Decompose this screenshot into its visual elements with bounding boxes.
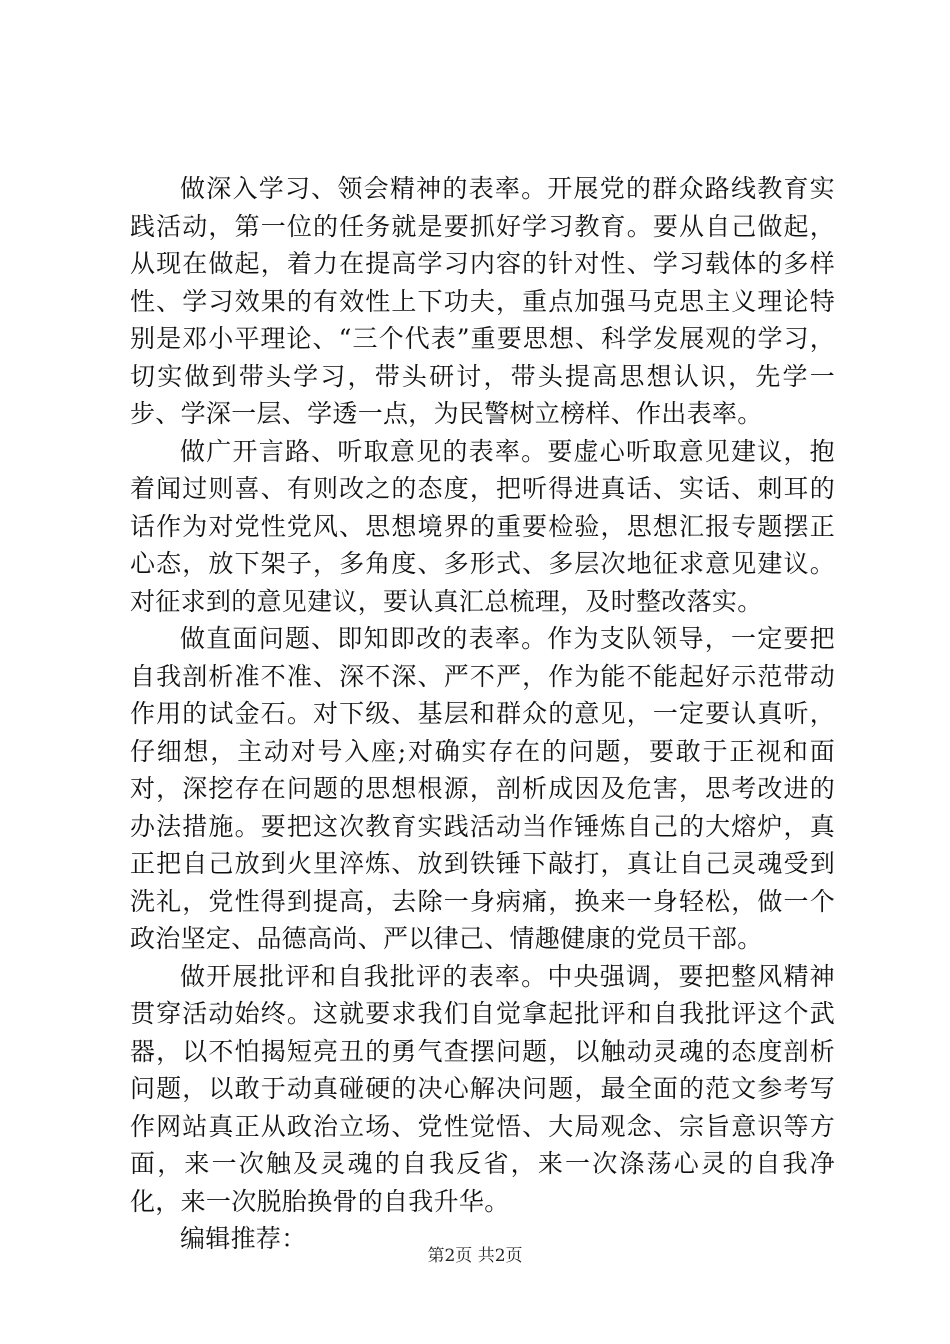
paragraph-study: 做深入学习、领会精神的表率。开展党的群众路线教育实践活动，第一位的任务就是要抓好学习教育。要从自己做起，从现在做起，着力在提高学习内容的针对性、学习载体的多样性、学习效果的有效性上下功夫，重点加强马克思主义理论特别是邓小平理论、“三个代表”重要思想、科学发展观的学习，切实做到带头学习，带头研讨，带头提高思想认识，先学一步、学深一层、学透一点，为民警树立榜样、作出表率。 [130,174,835,428]
paragraph-face-problems: 做直面问题、即知即改的表率。作为支队领导，一定要把自我剖析准不准、深不深、严不严，作为能不能起好示范带动作用的试金石。对下级、基层和群众的意见，一定要认真听，仔细想，主动对号入座;对确实存在的问题，要敢于正视和面对，深挖存在问题的思想根源，剖析成因及危害，思考改进的办法措施。要把这次教育实践活动当作锤炼自己的大熔炉，真正把自己放到火里淬炼、放到铁锤下敲打，真让自己灵魂受到洗礼，党性得到提高，去除一身病痛，换来一身轻松，做一个政治坚定、品德高尚、严以律己、情趣健康的党员干部。 [130,624,835,953]
page-number-footer: 第2页 共2页 [427,1246,523,1266]
paragraph-listen: 做广开言路、听取意见的表率。要虚心听取意见建议，抱着闻过则喜、有则改之的态度，把听得进真话、实话、刺耳的话作为对党性党风、思想境界的重要检验，思想汇报专题摆正心态，放下架子，多角度、多形式、多层次地征求意见建议。对征求到的意见建议，要认真汇总梳理，及时整改落实。 [130,436,835,616]
paragraph-criticism: 做开展批评和自我批评的表率。中央强调，要把整风精神贯穿活动始终。这就要求我们自觉拿起批评和自我批评这个武器，以不怕揭短亮丑的勇气查摆问题，以触动灵魂的态度剖析问题，以敢于动真碰硬的决心解决问题，最全面的范文参考写作网站真正从政治立场、党性觉悟、大局观念、宗旨意识等方面，来一次触及灵魂的自我反省，来一次涤荡心灵的自我净化，来一次脱胎换骨的自我升华。 [130,961,835,1216]
paragraph-editor-recommend: 编辑推荐： [180,1224,307,1253]
document-body [130,170,835,1258]
